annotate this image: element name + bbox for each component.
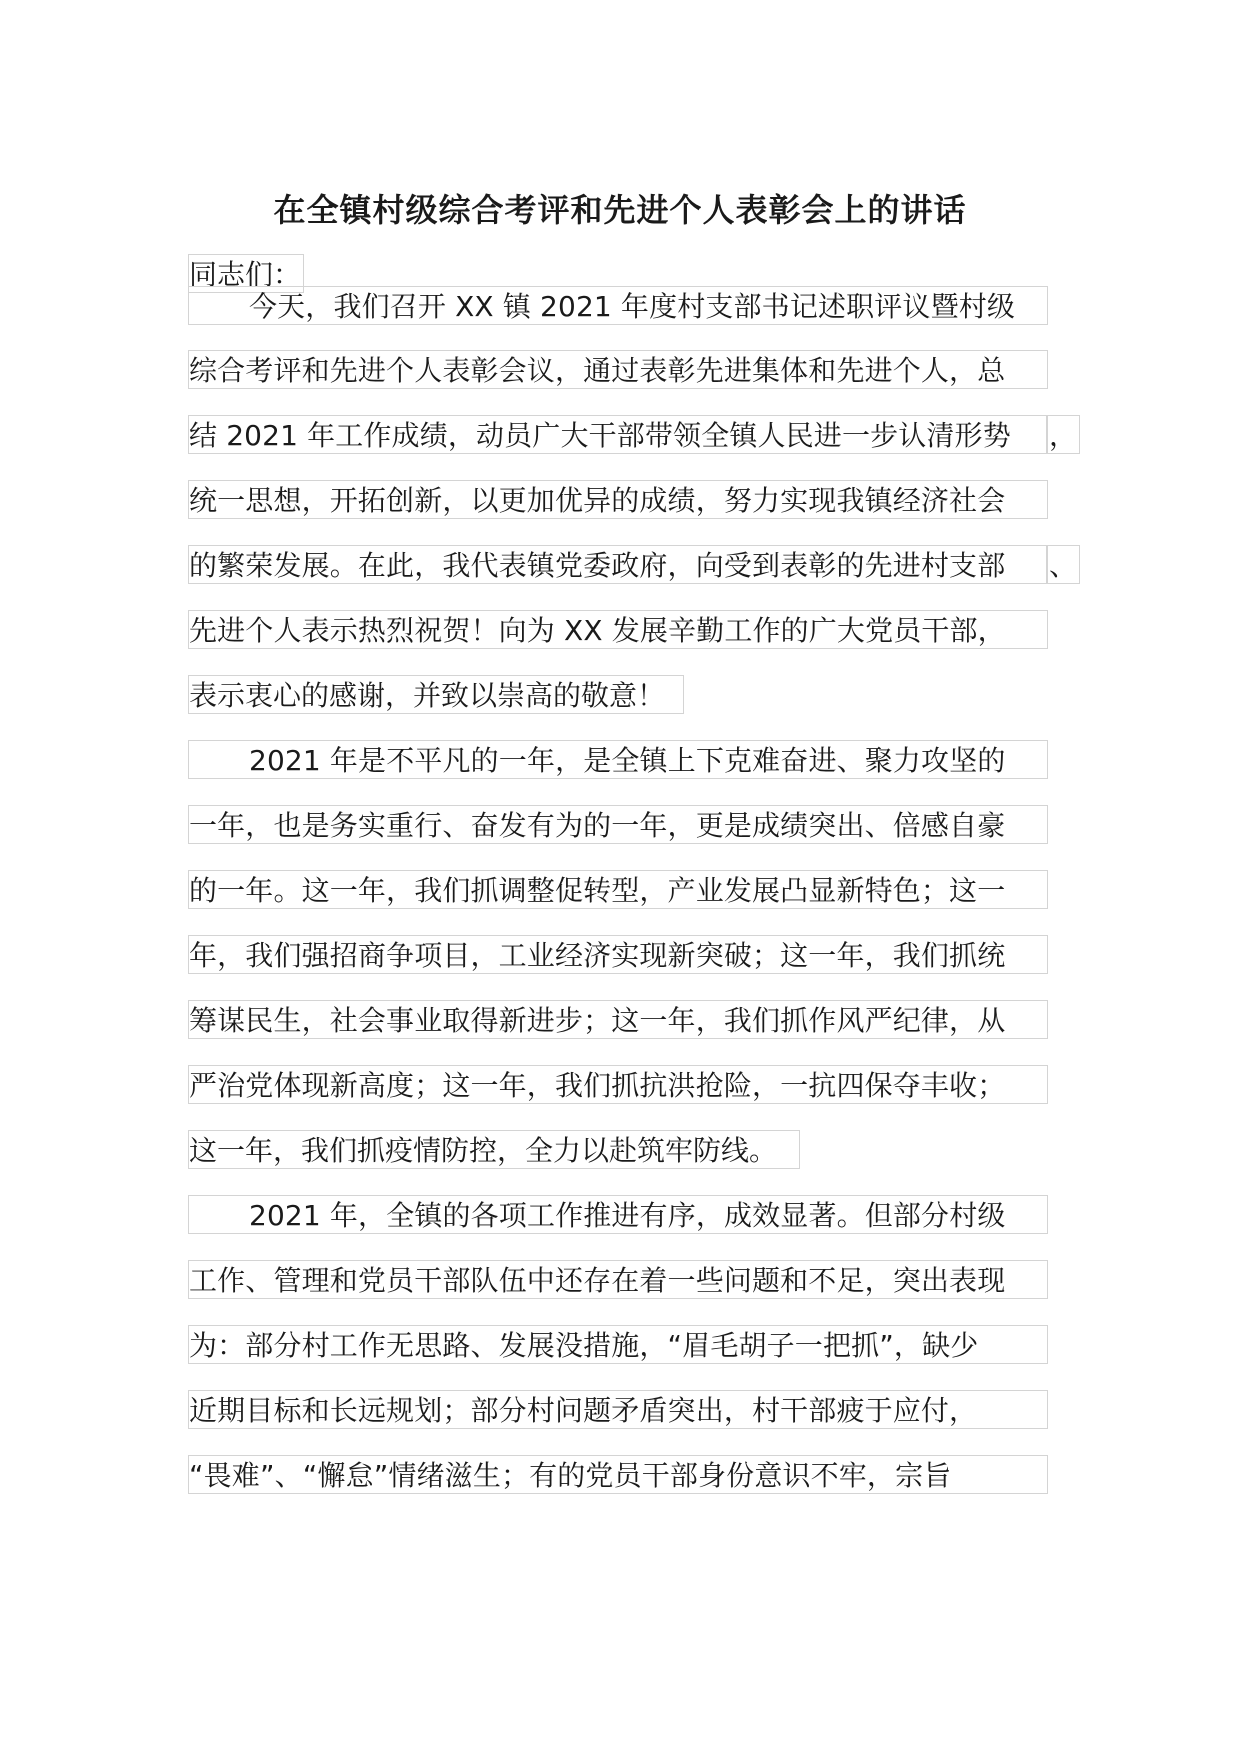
paragraph-2-line-5: 筹谋民生，社会事业取得新进步；这一年，我们抓作风严纪律，从 <box>188 1000 1048 1039</box>
paragraph-2-line-1: 2021 年是不平凡的一年，是全镇上下克难奋进、聚力攻坚的 <box>188 740 1048 779</box>
document-title: 在全镇村级综合考评和先进个人表彰会上的讲话 <box>273 191 967 229</box>
paragraph-1-line-4: 统一思想，开拓创新，以更加优异的成绩，努力实现我镇经济社会 <box>188 480 1048 519</box>
paragraph-2-line-2: 一年，也是务实重行、奋发有为的一年，更是成绩突出、倍感自豪 <box>188 805 1048 844</box>
paragraph-1-line-1: 今天，我们召开 XX 镇 2021 年度村支部书记述职评议暨村级 <box>188 286 1048 325</box>
paragraph-2-line-6: 严治党体现新高度；这一年，我们抓抗洪抢险，一抗四保夺丰收； <box>188 1065 1048 1104</box>
paragraph-2-line-3: 的一年。这一年，我们抓调整促转型，产业发展凸显新特色；这一 <box>188 870 1048 909</box>
paragraph-3-line-2: 工作、管理和党员干部队伍中还存在着一些问题和不足，突出表现 <box>188 1260 1048 1299</box>
paragraph-2-line-4: 年，我们强招商争项目，工业经济实现新突破；这一年，我们抓统 <box>188 935 1048 974</box>
paragraph-2-line-7: 这一年，我们抓疫情防控，全力以赴筑牢防线。 <box>188 1130 800 1169</box>
paragraph-3-line-1: 2021 年，全镇的各项工作推进有序，成效显著。但部分村级 <box>188 1195 1048 1234</box>
paragraph-1-line-6: 先进个人表示热烈祝贺！向为 XX 发展辛勤工作的广大党员干部， <box>188 610 1048 649</box>
paragraph-1-line-5-trailing-punctuation: 、 <box>1046 545 1080 584</box>
salutation: 同志们： <box>188 254 304 293</box>
paragraph-1-line-3: 结 2021 年工作成绩，动员广大干部带领全镇人民进一步认清形势 <box>188 415 1048 454</box>
paragraph-3-line-5: “畏难”、“懈怠”情绪滋生；有的党员干部身份意识不牢，宗旨 <box>188 1455 1048 1494</box>
paragraph-3-line-3: 为：部分村工作无思路、发展没措施，“眉毛胡子一把抓”，缺少 <box>188 1325 1048 1364</box>
paragraph-1-line-5: 的繁荣发展。在此，我代表镇党委政府，向受到表彰的先进村支部 <box>188 545 1048 584</box>
paragraph-1-line-2: 综合考评和先进个人表彰会议，通过表彰先进集体和先进个人，总 <box>188 350 1048 389</box>
paragraph-1-line-3-trailing-punctuation: ， <box>1046 415 1080 454</box>
paragraph-3-line-4: 近期目标和长远规划；部分村问题矛盾突出，村干部疲于应付， <box>188 1390 1048 1429</box>
paragraph-1-line-7: 表示衷心的感谢，并致以崇高的敬意！ <box>188 675 684 714</box>
